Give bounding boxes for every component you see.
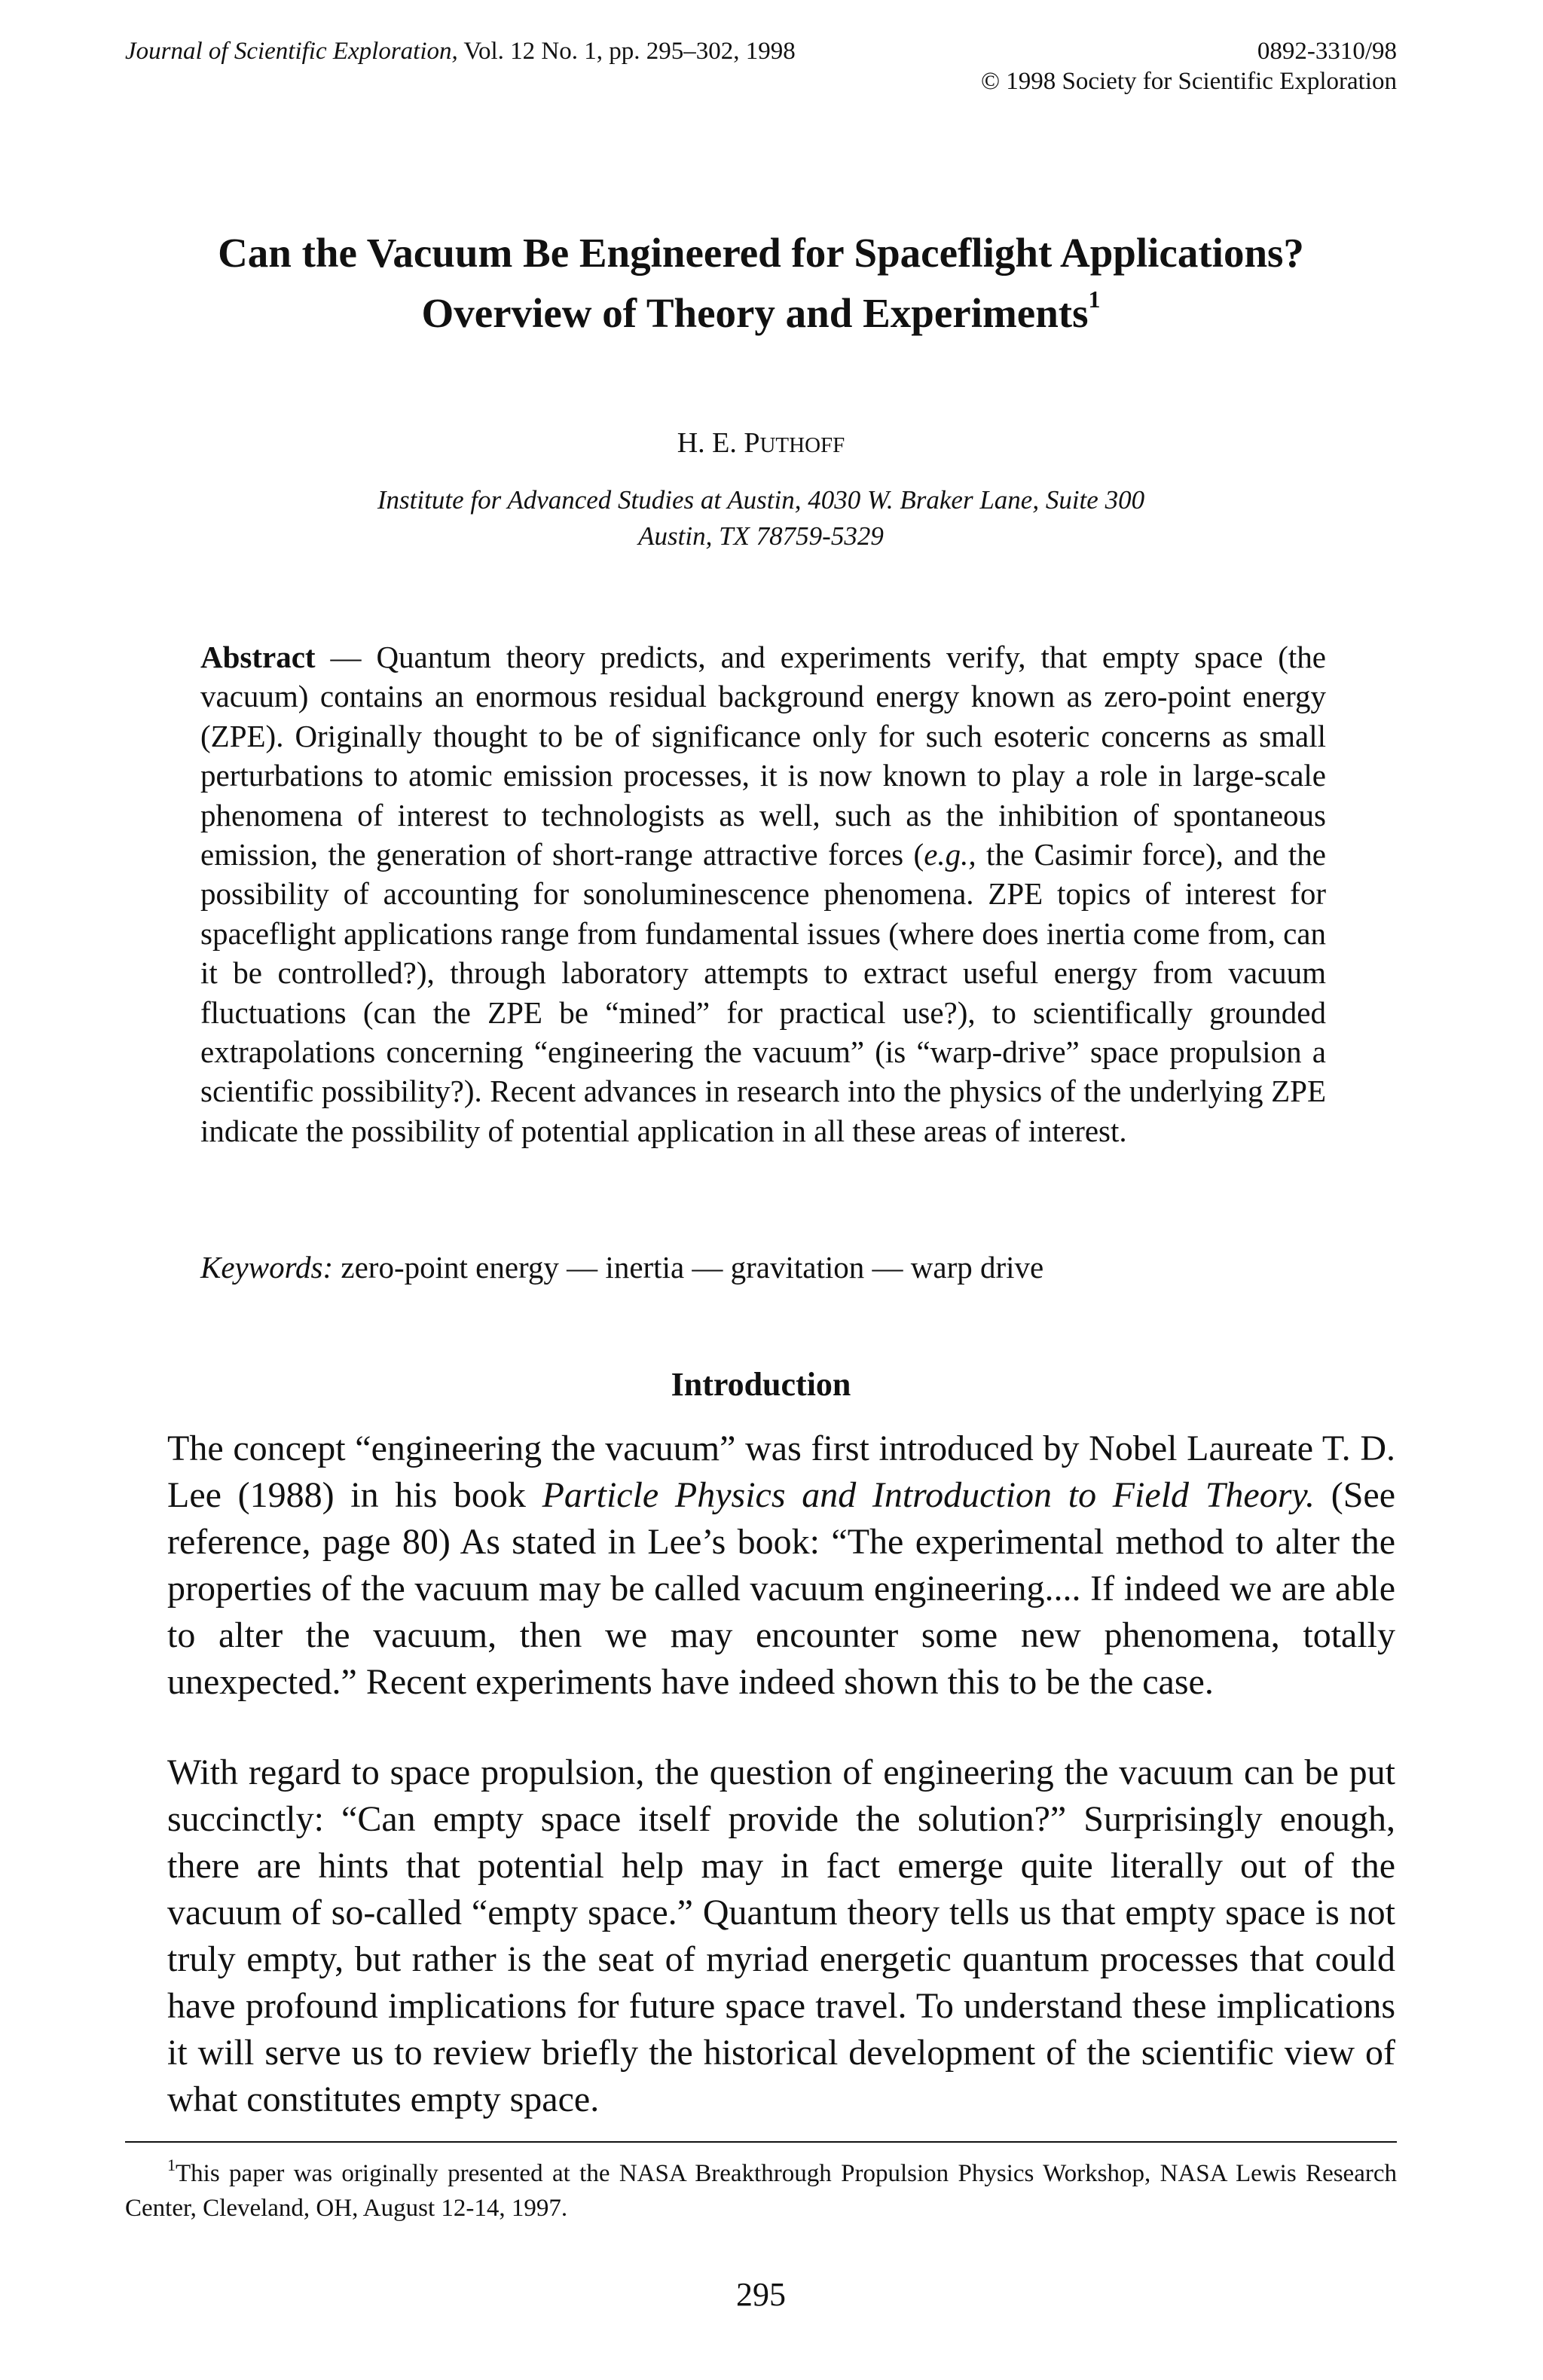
author-name bbox=[125, 426, 1397, 462]
running-header-issn-block bbox=[784, 36, 1397, 96]
copyright-line: © 1998 Society for Scientific Exploration bbox=[980, 68, 1397, 95]
keywords bbox=[200, 1248, 1326, 1287]
abstract bbox=[200, 637, 1326, 1150]
introduction-paragraph-1 bbox=[167, 1425, 1395, 1706]
p1-text-b: (See reference, page 80) As stated in Lee’s book: “The experimental method to alter the properties of the vacuum may be called vacuum engineering.... If indeed we are able to alter the vacuum, then we may encounter some new phenomena, totally unexpected.” Recent experiments have indeed shown this to be the case. bbox=[167, 1475, 1396, 1702]
paper-title bbox=[125, 223, 1397, 344]
affiliation-line-2: Austin, TX 78759-5329 bbox=[638, 521, 884, 551]
footnote-text: This paper was originally presented at the NASA Breakthrough Propulsion Physics Workshop, NASA Lewis Research Center, Cleveland, OH, August 12-14, 1997. bbox=[125, 2160, 1397, 2222]
introduction-paragraph-2: With regard to space propulsion, the question of engineering the vacuum can be put succinctly: “Can empty space itself provide the solution?” Surprisingly enough, there are hints that potential help may in fact emerge quite literally out of the vacuum of so-called “empty space.” Quantum theory tells us that empty space is not truly empty, but rather is the seat of myriad energetic quantum processes that could have profound implications for future space travel. To understand these implications it will serve us to review briefly the historical development of the scientific view of what constitutes empty space. bbox=[167, 1752, 1395, 2119]
author-affiliation bbox=[125, 482, 1397, 555]
abstract-label: Abstract bbox=[200, 640, 316, 674]
keywords-text: zero-point energy — inertia — gravitation — warp drive bbox=[333, 1250, 1044, 1285]
keywords-label: Keywords: bbox=[200, 1250, 334, 1285]
title-footnote-mark: 1 bbox=[1088, 286, 1101, 313]
author-initials: H. E. bbox=[677, 427, 744, 459]
footnote-mark: 1 bbox=[167, 2155, 176, 2174]
author-surname-initial: P bbox=[744, 427, 760, 459]
p1-book-title: Particle Physics and Introduction to Field Theory. bbox=[542, 1475, 1315, 1515]
title-line-2-wrap bbox=[125, 283, 1397, 344]
p1-text-a: The concept “engineering the vacuum” was first introduced by Nobel Laureate T. D. Lee (1988) in his book bbox=[167, 1428, 1395, 1515]
footnote bbox=[125, 2156, 1397, 2226]
running-header-citation bbox=[125, 36, 796, 66]
title-line-1: Can the Vacuum Be Engineered for Spaceflight Applications? bbox=[218, 230, 1304, 276]
abstract-text-2: the Casimir force), and the possibility of accounting for sonoluminescence phenomena. ZPE topics of interest for spaceflight applications range from fundamental issues (where does inertia come from, can it be controlled?), through laboratory attempts to extract useful energy from vacuum fluctuations (can the ZPE be “mined” for practical use?), to scientifically grounded extrapolations concerning “engineering the vacuum” (is “warp-drive” space propulsion a scientific possibility?). Recent advances in research into the physics of the underlying ZPE indicate the possibility of potential application in all these areas of interest. bbox=[200, 837, 1326, 1148]
abstract-text-1: — Quantum theory predicts, and experiments verify, that empty space (the vacuum) contains an enormous residual background energy known as zero-point energy (ZPE). Originally thought to be of significance only for such esoteric concerns as small perturbations to atomic emission processes, it is now known to play a role in large-scale phenomena of interest to technologists as well, such as the inhibition of spontaneous emission, the generation of short-range attractive forces ( bbox=[200, 640, 1326, 872]
footnote-divider bbox=[125, 2141, 1397, 2143]
issn: 0892-3310/98 bbox=[1257, 38, 1397, 65]
title-line-2: Overview of Theory and Experiments bbox=[421, 290, 1089, 336]
abstract-eg: e.g., bbox=[924, 837, 976, 872]
author-surname-rest: UTHOFF bbox=[759, 433, 845, 457]
volume-pages: Vol. 12 No. 1, pp. 295–302, 1998 bbox=[457, 38, 796, 65]
journal-name: Journal of Scientific Exploration, bbox=[125, 38, 458, 65]
affiliation-line-1: Institute for Advanced Studies at Austin, 4030 W. Braker Lane, Suite 300 bbox=[377, 485, 1145, 515]
section-heading-introduction: Introduction bbox=[671, 1366, 851, 1403]
page-number: 295 bbox=[736, 2276, 786, 2313]
